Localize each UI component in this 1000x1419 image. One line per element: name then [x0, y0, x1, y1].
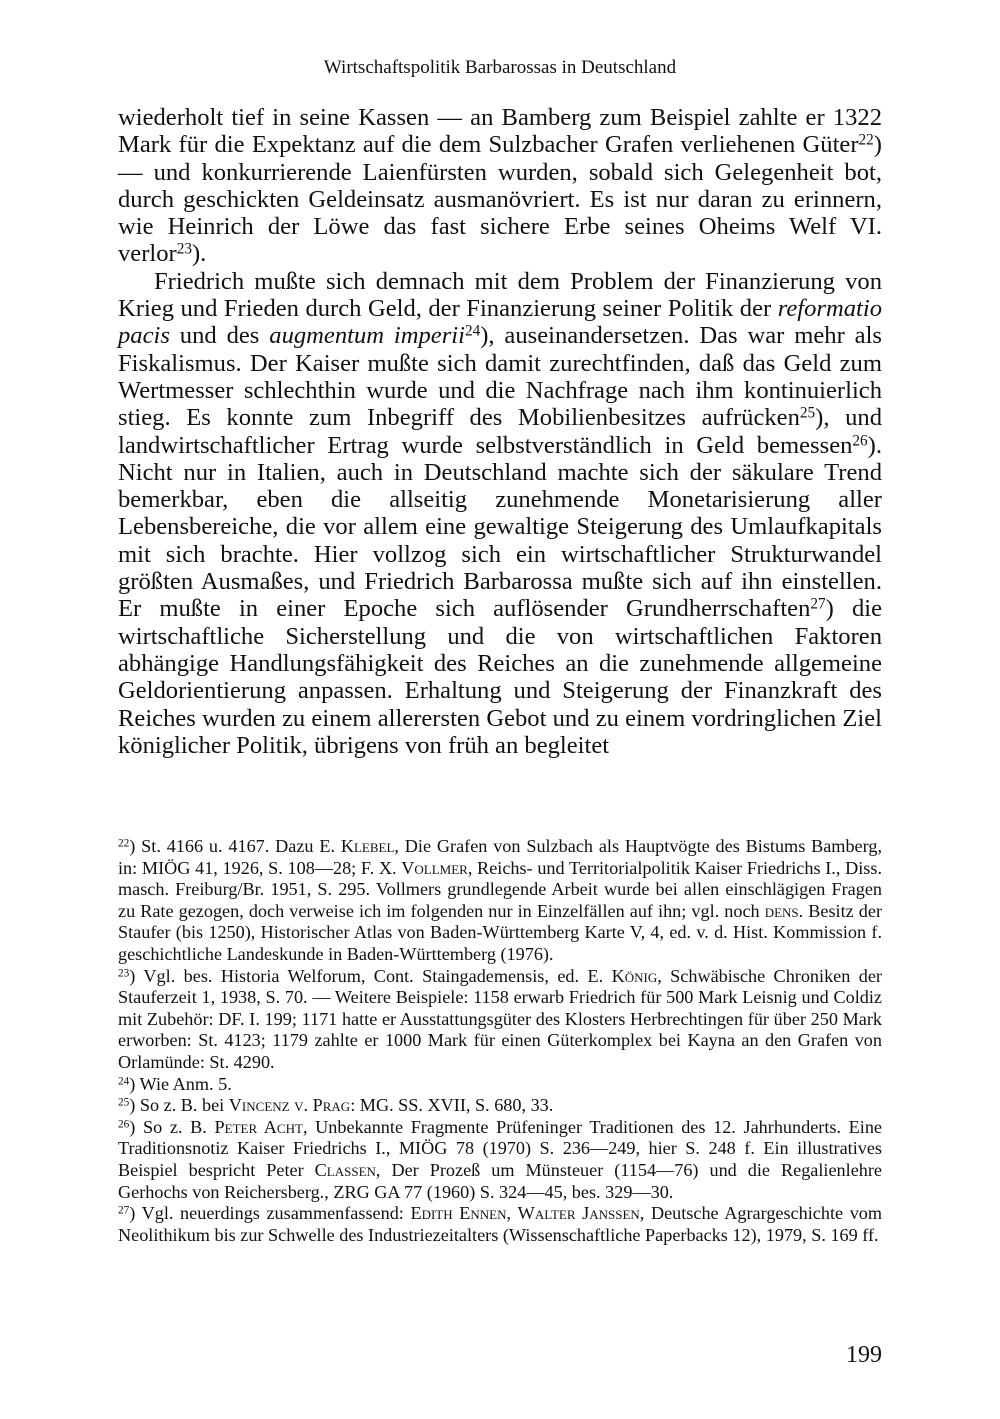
footnote-number: 26 [118, 1118, 130, 1131]
footnote-23 [118, 966, 882, 1074]
text-span: ) Vgl. neuerdings zusammenfassend: [129, 1203, 411, 1224]
page-number: 199 [846, 1342, 882, 1368]
text-span: , Reichs- und Territorialpolitik Kaiser Friedrichs I., Diss. masch. Freiburg/Br. 1951, S. 295. Vollmers grundlegende Arbeit wurde bei allen einschlägigen Fragen zu Rate gezogen, doch verweise ich im folgenden nur in Einzelfällen auf ihn; vgl. noch [118, 857, 882, 921]
author-name: König [611, 965, 658, 986]
footnote-25 [118, 1095, 882, 1117]
footnote-number: 25 [118, 1096, 130, 1109]
text-span: . Besitz der Staufer (bis 1250), Historischer Atlas von Baden-Württemberg Karte V, 4, ed. v. d. Hist. Kommission f. geschichtliche Landeskunde in Baden-Württemberg (1976). [118, 900, 883, 964]
author-name: dens [764, 900, 799, 921]
text-span: , [506, 1203, 518, 1224]
footnote-22 [118, 836, 882, 966]
text-span: , Der Prozeß um Münsteuer (1154—76) und die Regalienlehre Gerhochs von Reichersberg., ZRG GA 77 (1960) S. 324—45, bes. 329—30. [118, 1159, 882, 1202]
footnote-26 [118, 1117, 882, 1203]
text-span: ) Vgl. bes. Historia Welforum, Cont. Staingademensis, ed. E. [129, 965, 612, 986]
author-name: Edith Ennen [410, 1203, 507, 1224]
text-span: ) die wirtschaftliche Sicherstellung und die von wirtschaftlichen Faktoren abhängige Handlungsfähigkeit des Reiches an die zunehmende allgemeine Geldorientierung anpassen. Erhaltung und Steigerung der Finanzkraft des Reiches wurden zu einem allerersten Gebot und zu einem vordringlichen Ziel königlicher Politik, übrigens von früh an begleitet [118, 595, 882, 759]
author-name: Walter Janssen [517, 1203, 640, 1224]
footnote-ref-26[interactable]: 26 [852, 431, 868, 449]
text-span: ) So z. B. bei [129, 1095, 229, 1116]
text-span: ). Nicht nur in Italien, auch in Deutschland machte sich der säkulare Trend bemerkbar, eben die allseitig zunehmende Monetarisierung aller Lebensbereiche, die vor allem eine gewaltige Steigerung des Umlaufkapitals mit sich brachte. Hier vollzog sich ein wirtschaftlicher Strukturwandel größten Ausmaßes, und Friedrich Barbarossa mußte sich auf ihn einstellen. Er mußte in einer Epoche sich auflösender Grundherrschaften [118, 431, 882, 623]
paragraph-1 [118, 104, 882, 268]
text-span: ), auseinandersetzen. Das war mehr als Fiskalismus. Der Kaiser mußte sich damit zurechtfinden, daß das Geld zum Wertmesser schlechthin wurde und die Nachfrage nach ihm kontinuierlich stieg. Es konnte zum Inbegriff des Mobilienbesitzes aufrücken [118, 322, 882, 432]
text-span: wiederholt tief in seine Kassen — an Bamberg zum Beispiel zahlte er 1322 Mark für die Expektanz auf die dem Sulzbacher Grafen verliehenen Güter [118, 104, 882, 159]
footnote-ref-27[interactable]: 27 [810, 595, 826, 613]
text-span: : MG. SS. XVII, S. 680, 33. [350, 1095, 554, 1116]
text-span: ) St. 4166 u. 4167. Dazu E. [129, 836, 341, 856]
author-name: Classen [314, 1159, 376, 1180]
running-head: Wirtschaftspolitik Barbarossas in Deutschland [323, 57, 677, 78]
footnote-number: 24 [118, 1074, 130, 1087]
main-text [118, 104, 882, 759]
italic-term: reformatio pacis [118, 295, 882, 350]
italic-term: augmentum imperii [269, 322, 465, 350]
text-span: ) Wie Anm. 5. [129, 1073, 232, 1094]
footnote-ref-25[interactable]: 25 [799, 404, 816, 422]
text-span: , Unbekannte Fragmente Prüfeninger Traditionen des 12. Jahrhunderts. Eine Traditionsnotiz Kaiser Friedrichs I., MIÖG 78 (1970) S. 236—249, hier S. 248 f. Ein illustratives Beispiel bespricht Peter [118, 1116, 883, 1180]
footnote-ref-22[interactable]: 22 [858, 131, 874, 149]
text-span: , Schwäbische Chroniken der Stauferzeit 1, 1938, S. 70. — Weitere Beispiele: 1158 erwarb Friedrich für 500 Mark Leisnig und Coldiz mit Zubehör: DF. I. 199; 1171 hatte er Ausstattungsgüter des Klosters Herbrechtingen für über 250 Mark erworben: St. 4123; 1179 zahlte er 1000 Mark für einen Güterkomplex bei Kayna an den Grafen von Orlamünde: St. 4290. [118, 965, 882, 1072]
author-name: Klebel [340, 836, 395, 856]
footnotes [118, 836, 882, 1246]
text-span: ) — und konkurrierende Laienfürsten wurden, sobald sich Gelegenheit bot, durch geschickten Geldeinsatz ausmanövriert. Es ist nur daran zu erinnern, wie Heinrich der Löwe das fast sichere Erbe seines Oheims Welf VI. verlor [118, 131, 882, 268]
footnote-number: 23 [118, 966, 130, 979]
text-span: ). [191, 240, 207, 268]
text-span: Friedrich mußte sich demnach mit dem Problem der Finanzierung von Krieg und Frieden durch Geld, der Finanzierung seiner Politik der [118, 267, 882, 323]
paragraph-2 [118, 268, 882, 759]
text-span: , Deutsche Agrargeschichte vom Neolithikum bis zur Schwelle des Industriezeitalters (Wissenschaftliche Paperbacks 12), 1979, S. 169 ff. [118, 1203, 883, 1245]
text-span: ), und landwirtschaftlicher Ertrag wurde selbstverständlich in Geld bemessen [118, 404, 882, 459]
footnote-number: 27 [118, 1204, 130, 1217]
footnote-27 [118, 1203, 882, 1246]
footnote-ref-24[interactable]: 24 [464, 322, 481, 340]
text-span: ) So z. B. [129, 1116, 215, 1137]
footnote-24 [118, 1074, 882, 1096]
footnote-number: 22 [118, 837, 130, 850]
footnote-ref-23[interactable]: 23 [176, 240, 192, 258]
author-name: Vincenz v. Prag [228, 1095, 351, 1116]
author-name: Vollmer [401, 857, 468, 878]
author-name: Peter Acht [214, 1116, 303, 1137]
text-span: , Die Grafen von Sulzbach als Hauptvögte des Bistums Bamberg, in: MIÖG 41, 1926, S. 108—28; F. X. [118, 836, 882, 878]
text-span: und des [169, 322, 270, 350]
